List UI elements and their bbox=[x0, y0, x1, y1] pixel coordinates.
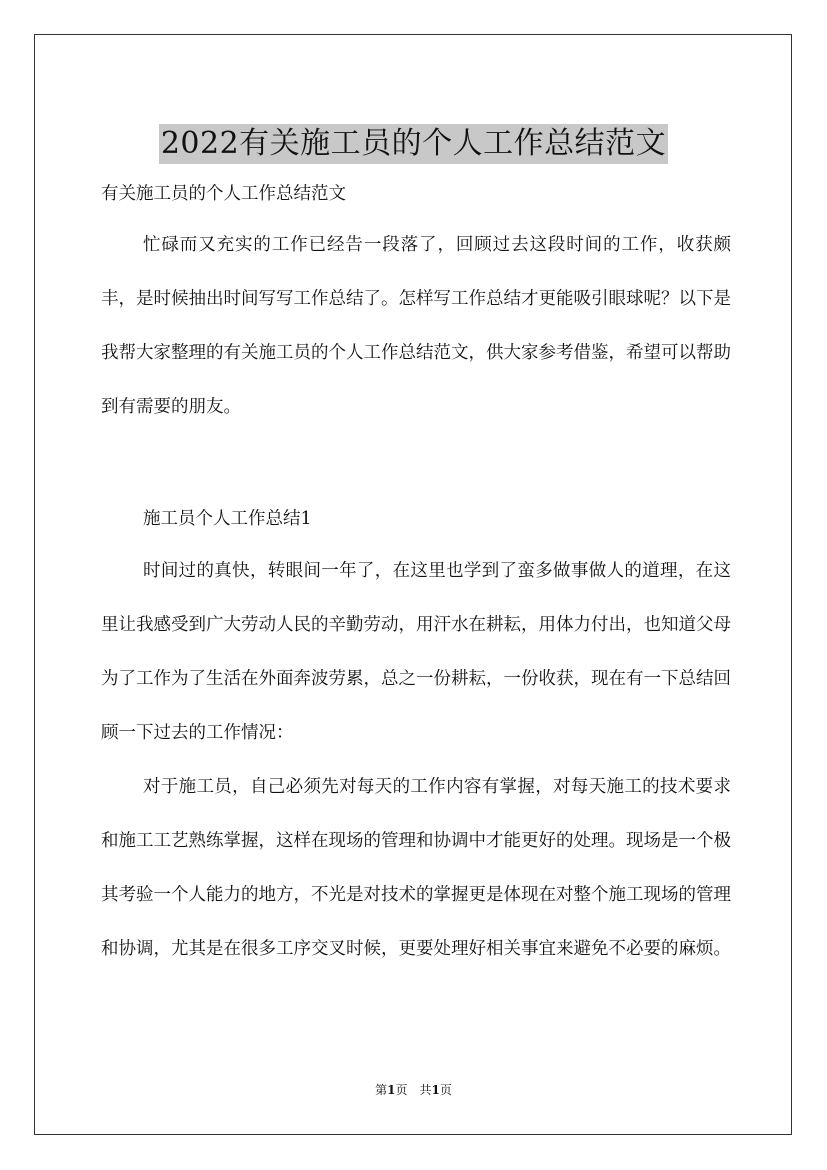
body-paragraph-2: 对于施工员，自己必须先对每天的工作内容有掌握，对每天施工的技术要求和施工工艺熟练掌握，这样在现场的管理和协调中才能更好的处理。现场是一个极其考验一个人能力的地方，不光是对技术的掌握更是体现在对整个施工现场的管理和协调，尤其是在很多工序交叉时候，更要处理好相关事宜来避免不必要的麻烦。 bbox=[101, 777, 731, 959]
footer-page-number: 1 bbox=[387, 1083, 396, 1097]
section-heading: 施工员个人工作总结1 bbox=[143, 509, 312, 529]
intro-paragraph: 忙碌而又充实的工作已经告一段落了，回顾过去这段时间的工作，收获颇丰，是时候抽出时间写写工作总结了。怎样写工作总结才更能吸引眼球呢？以下是我帮大家整理的有关施工员的个人工作总结范文，供大家参考借鉴，希望可以帮助到有需要的朋友。 bbox=[101, 235, 731, 417]
body-paragraph-1: 时间过的真快，转眼间一年了，在这里也学到了蛮多做事做人的道理，在这里让我感受到广大劳动人民的辛勤劳动，用汗水在耕耘，用体力付出，也知道父母为了工作为了生活在外面奔波劳累，总之一份耕耘，一份收获，现在有一下总结回顾一下过去的工作情况： bbox=[101, 561, 731, 743]
title-container bbox=[0, 104, 827, 184]
footer-page-suffix: 页 bbox=[439, 1083, 452, 1097]
document-title: 2022有关施工员的个人工作总结范文 bbox=[159, 124, 668, 164]
footer-page-prefix: 第 bbox=[375, 1083, 388, 1097]
footer-page-mid: 页 共 bbox=[395, 1083, 432, 1097]
document-subtitle: 有关施工员的个人工作总结范文 bbox=[101, 184, 346, 204]
page-footer bbox=[0, 1082, 827, 1098]
footer-page-total: 1 bbox=[431, 1083, 440, 1097]
